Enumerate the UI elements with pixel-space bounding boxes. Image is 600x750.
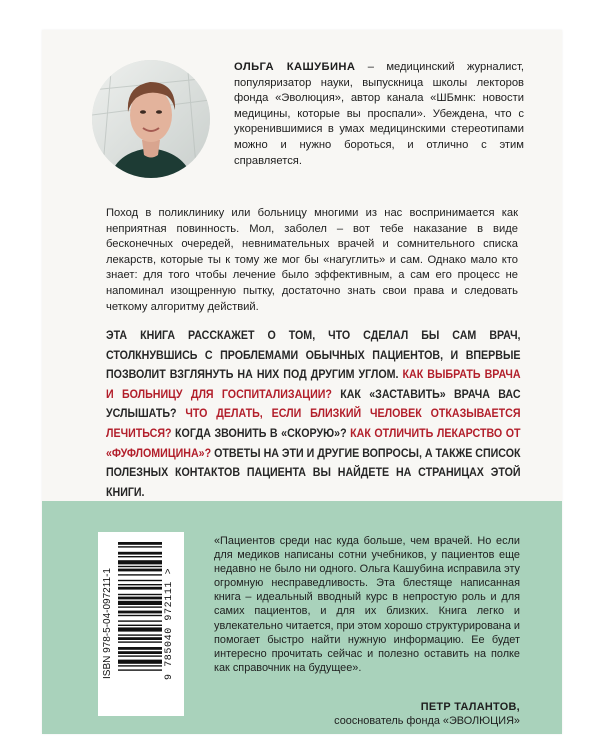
back-cover xyxy=(42,30,562,734)
barcode-bar xyxy=(118,594,162,595)
barcode-bar xyxy=(118,611,162,614)
barcode-bar xyxy=(118,615,162,616)
promo-highlight-3: КАК ОТЛИЧИТЬ ЛЕКАРСТВО ОТ «ФУФЛОМИЦИНА»? xyxy=(106,425,521,460)
barcode-bar xyxy=(118,634,162,635)
promo-text-3: КОГДА ЗВОНИТЬ В «СКОРУЮ»? xyxy=(171,425,351,440)
barcode-bar xyxy=(118,669,162,670)
quote-author: ПЕТР ТАЛАНТОВ, xyxy=(420,701,520,713)
promo-text-4: ОТВЕТЫ НА ЭТИ И ДРУГИЕ ВОПРОСЫ, А ТАКЖЕ СПИСОК ПОЛЕЗНЫХ КОНТАКТОВ ПАЦИЕНТА ВЫ НАЙДЕТЕ НА СТРАНИЦАХ ЭТОЙ КНИГИ. xyxy=(106,445,521,499)
barcode-bar xyxy=(118,574,162,575)
barcode xyxy=(98,532,184,716)
barcode-bar xyxy=(118,542,162,545)
barcode-bar xyxy=(118,552,162,555)
barcode-bar xyxy=(118,647,162,650)
barcode-bar xyxy=(118,655,162,656)
quote-author-role: сооснователь фонда «ЭВОЛЮЦИЯ» xyxy=(334,715,520,727)
review-quote: «Пациентов среди нас куда больше, чем врачей. Но если для медиков написаны сотни учебников, у пациентов еще недавно не было ни одного. Ольга Кашубина исправила эту огромную несправедливость. Эта блестяще написанная книга – идеальный вводный курс в непростую роль и для самих пациентов, и для их близких. Книга легко и увлекательно читается, при этом хорошо структурирована и помогает быстро найти нужную информацию. Ее будет интересно прочитать сейчас и полезно оставить на полке как справочник на будущее». xyxy=(214,535,520,674)
author-bio-text: – медицинский журналист, популяризатор науки, выпускница школы лекторов фонда «Эволюция», автор канала «ШБмнк: новости медицины, которые вы проспали». Убеждена, что с укоренившимися в умах медицинскими стереотипами можно и нужно бороться, и отлично с этим справляется. xyxy=(234,61,525,167)
author-photo xyxy=(92,60,210,178)
barcode-bar xyxy=(118,651,162,654)
promo-text-1: ЭТА КНИГА РАССКАЖЕТ О ТОМ, ЧТО СДЕЛАЛ БЫ САМ ВРАЧ, СТОЛКНУВШИСЬ С ПРОБЛЕМАМИ ОБЫЧНЫХ ПАЦИЕНТОВ, И ВПЕРВЫЕ ПОЗВОЛИТ ВЗГЛЯНУТЬ НА НИХ ПОД ДРУГИМ УГЛОМ. xyxy=(106,328,521,382)
barcode-bar xyxy=(118,597,162,600)
barcode-bar xyxy=(118,620,162,621)
barcode-bar xyxy=(118,584,162,585)
intro-paragraph: Поход в поликлинику или больницу многими из нас воспринимается как неприятная повинность. Мол, заболел – вот тебе наказание в виде бесконечных очередей, невнимательных врачей и сомнительного списка лекарств, которые ты к тому же мог бы «нагуглить» и сам. Однако мало кто знает: для того чтобы лечение было эффективным, а сам его процесс не напоминал изощренную пытку, достаточно знать свои права и следовать четкому алгоритму действий. xyxy=(106,207,518,313)
barcode-digits: 9 785040 972111 > xyxy=(164,567,175,681)
barcode-bar xyxy=(118,569,162,572)
promo-highlight-2: ЧТО ДЕЛАТЬ, ЕСЛИ БЛИЗКИЙ ЧЕЛОВЕК ОТКАЗЫВАЕТСЯ ЛЕЧИТЬСЯ? xyxy=(106,406,521,440)
barcode-bar xyxy=(118,627,162,631)
barcode-bar xyxy=(118,601,162,605)
barcode-bar xyxy=(118,660,162,664)
barcode-bars xyxy=(118,538,162,710)
promo-text-2: КАК «ЗАСТАВИТЬ» ВРАЧА ВАС УСЛЫШАТЬ? xyxy=(106,386,521,421)
author-bio xyxy=(234,60,524,169)
barcode-bar xyxy=(118,566,162,567)
barcode-bar xyxy=(118,637,162,640)
barcode-bar xyxy=(118,665,162,666)
barcode-bar xyxy=(118,546,162,547)
promo-block xyxy=(106,326,521,502)
barcode-bar xyxy=(118,580,162,581)
promo-highlight-1: КАК ВЫБРАТЬ ВРАЧА И БОЛЬНИЦУ ДЛЯ ГОСПИТАЛИЗАЦИИ? xyxy=(106,367,521,401)
barcode-bar xyxy=(118,560,162,564)
isbn-label: ISBN 978-5-04-097211-1 xyxy=(102,568,113,680)
barcode-bar xyxy=(118,587,162,590)
barcode-bar xyxy=(118,625,162,626)
barcode-bar xyxy=(118,556,162,557)
barcode-bar xyxy=(118,641,162,642)
author-name: ОЛЬГА КАШУБИНА xyxy=(234,61,356,73)
barcode-bar xyxy=(118,606,162,607)
